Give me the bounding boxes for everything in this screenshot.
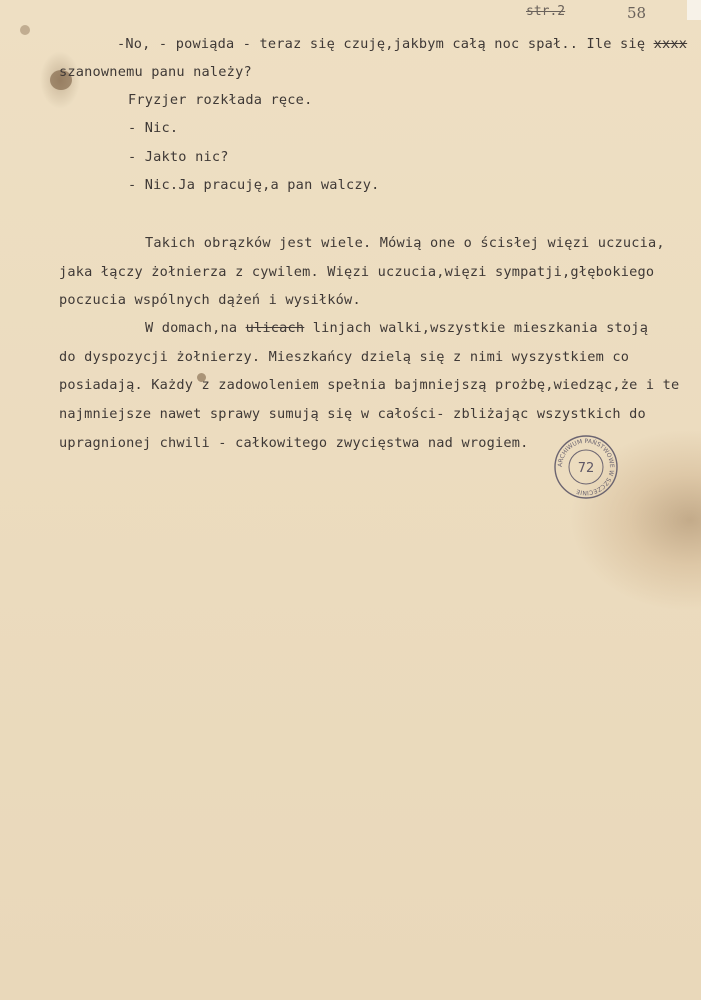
text-line: poczucia wspólnych dążeń i wysiłków. xyxy=(59,292,361,308)
stamp-number: 72 xyxy=(577,461,595,476)
text-line: W domach,na ulicach linjach walki,wszystkie mieszkania stoją xyxy=(145,320,649,336)
text-line: posiadają. Każdy z zadowoleniem spełnia bajmniejszą prożbę,wiedząc,że i te xyxy=(59,377,680,393)
ink-stain xyxy=(20,25,30,35)
text-line: do dyspozycji żołnierzy. Mieszkańcy dzielą się z nimi wyszystkiem co xyxy=(59,349,630,365)
text-line: jaka łączy żołnierza z cywilem. Więzi uczucia,więzi sympatji,głębokiego xyxy=(59,264,655,280)
typed-page-number: str.2 xyxy=(526,4,566,19)
text-line: -No, - powiąda - teraz się czuję,jakbym całą noc spał.. Ile się xxxx xyxy=(117,36,688,52)
text-line: Fryzjer rozkłada ręce. xyxy=(128,92,313,108)
text-line: Takich obrązków jest wiele. Mówią one o ścisłej więzi uczucia, xyxy=(145,235,665,251)
text-line: - Jakto nic? xyxy=(128,149,229,165)
handwritten-page-number: 58 xyxy=(627,4,647,22)
text-line: - Nic. xyxy=(128,120,179,136)
page-corner xyxy=(687,0,701,20)
text-line: - Nic.Ja pracuję,a pan walczy. xyxy=(128,177,380,193)
text-line: najmniejsze nawet sprawy sumują się w całości- zbliżając wszystkich do xyxy=(59,406,646,422)
archive-stamp xyxy=(553,434,619,500)
text-line: upragnionej chwili - całkowitego zwycięstwa nad wrogiem. xyxy=(59,435,529,451)
text-line: szanownemu panu należy? xyxy=(59,64,252,80)
stamp-ring-text: ARCHIWUM PAŃSTWOWE W SZCZECINIE xyxy=(556,437,616,497)
